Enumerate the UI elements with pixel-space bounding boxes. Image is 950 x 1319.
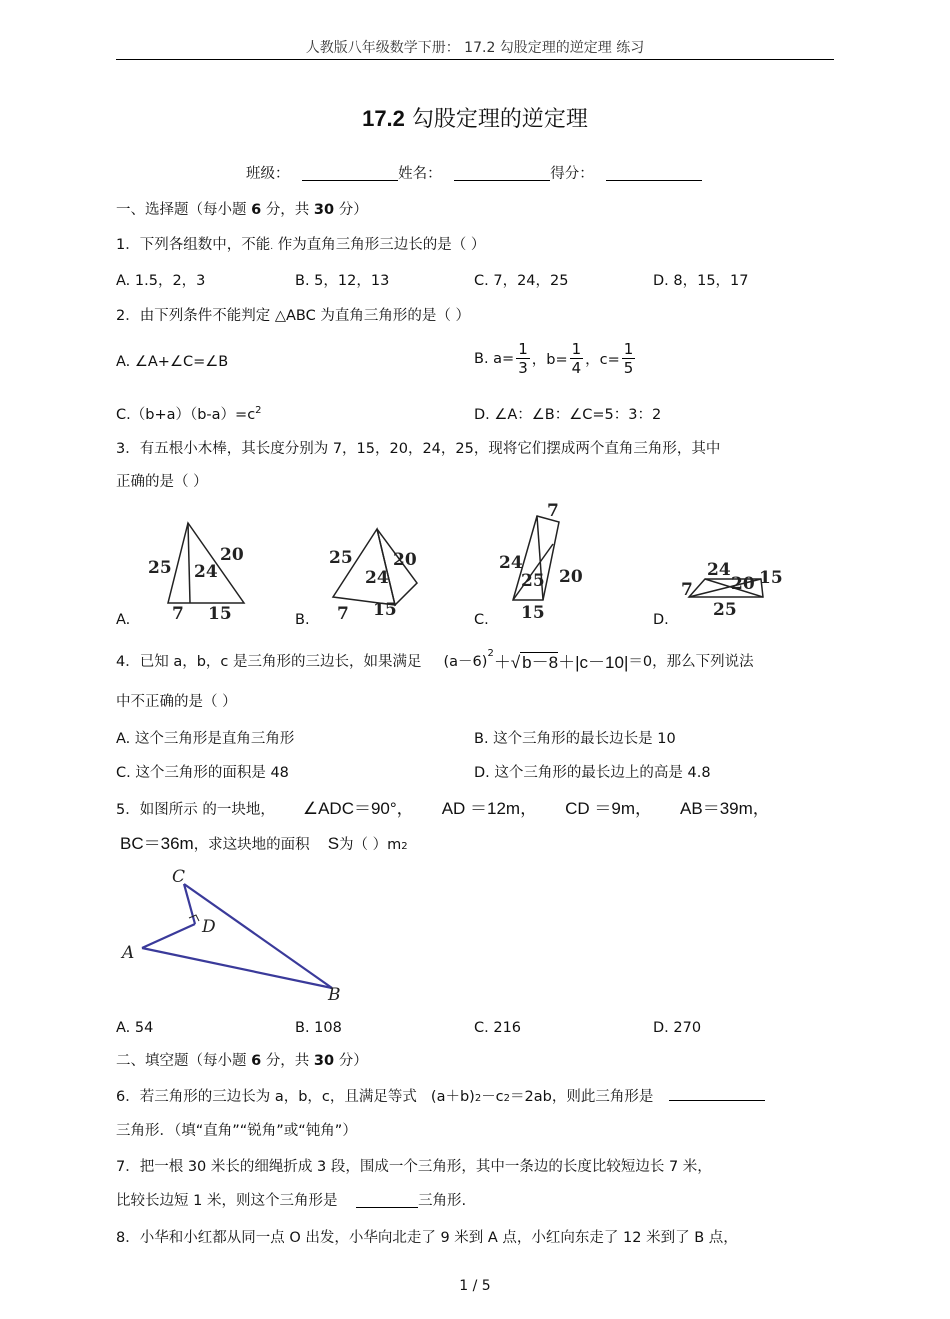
score-label: 得分： bbox=[550, 166, 594, 182]
q3-option-d[interactable]: D. bbox=[653, 612, 669, 628]
q3-option-c[interactable]: C. bbox=[474, 612, 489, 628]
q5-option-c[interactable]: C. 216 bbox=[474, 1020, 522, 1036]
q1-stem: 1．下列各组数中，不能. 作为直角三角形三边长的是（ ） bbox=[116, 237, 486, 253]
fraction-c: $\frac{1}{5}$ bbox=[623, 340, 634, 377]
abs-expression: |c－10| bbox=[575, 653, 629, 672]
q5-stem-line1: 5．如图所示 的一块地， ∠ADC＝90°， AD ＝12m， CD ＝9m， AB＝39m， bbox=[116, 799, 770, 818]
point-a-label: A bbox=[122, 943, 135, 963]
point-d-label: D bbox=[202, 917, 216, 937]
info-line bbox=[246, 162, 702, 183]
figB-label-b2: 15 bbox=[373, 600, 397, 620]
page-header: 人教版八年级数学下册： 17.2 勾股定理的逆定理 练习 bbox=[305, 40, 645, 56]
q5-figure-quadrilateral bbox=[118, 862, 348, 1004]
figA-label-m: 24 bbox=[194, 562, 218, 582]
title-number: 17.2 bbox=[362, 106, 405, 131]
q2-option-c[interactable]: $C.(b+a)(b-a)=c^2$ bbox=[116, 405, 262, 423]
figA-label-b1: 7 bbox=[172, 604, 184, 624]
section1-heading: 一、选择题（每小题 6 分，共 30 分） bbox=[116, 202, 368, 218]
class-label: 班级： bbox=[246, 166, 290, 182]
q5-option-d[interactable]: D. 270 bbox=[653, 1020, 702, 1036]
q2-option-b[interactable]: B. a= $\frac{1}{3}$ ，b= $\frac{1}{4}$ ，c= $\frac{1}{5}$ bbox=[474, 340, 634, 377]
page-number: 1 / 5 bbox=[459, 1278, 491, 1294]
q7-stem-line1: 7．把一根 30 米长的细绳折成 3 段，围成一个三角形，其中一条边的长度比较短边长 7 米， bbox=[116, 1159, 712, 1175]
figC-label-t: 7 bbox=[547, 501, 559, 521]
q4-option-a[interactable]: A. 这个三角形是直角三角形 bbox=[116, 731, 295, 747]
q5-option-b[interactable]: B. 108 bbox=[295, 1020, 342, 1036]
q6-stem: 6．若三角形的三边长为 a，b，c，且满足等式 (a＋b) $_2$ －c $_2$ ＝2ab，则此三角形是 bbox=[116, 1085, 765, 1106]
page-title bbox=[0, 102, 950, 133]
section2-heading: 二、填空题（每小题 6 分，共 30 分） bbox=[116, 1053, 368, 1069]
q3-figure-b bbox=[325, 525, 435, 625]
header-rule bbox=[116, 59, 834, 60]
figC-label-m: 25 bbox=[521, 571, 545, 591]
name-blank[interactable] bbox=[454, 166, 550, 181]
q2-option-a[interactable]: A. ∠A+∠C=∠B bbox=[116, 354, 229, 370]
q4-option-c[interactable]: C. 这个三角形的面积是 48 bbox=[116, 765, 289, 781]
fraction-a: $\frac{1}{3}$ bbox=[518, 340, 528, 377]
q1-option-d[interactable]: D. 8，15，17 bbox=[653, 273, 749, 289]
point-c-label: C bbox=[172, 867, 186, 887]
figC-label-r: 20 bbox=[559, 567, 583, 587]
figB-label-b1: 7 bbox=[337, 604, 349, 624]
q1-option-b[interactable]: B. 5，12，13 bbox=[295, 273, 390, 289]
figB-label-l: 25 bbox=[329, 548, 353, 568]
q4-option-b[interactable]: B. 这个三角形的最长边长是 10 bbox=[474, 731, 676, 747]
figB-label-r: 20 bbox=[393, 550, 417, 570]
q7-stem-line2: 比较长边短 1 米，则这个三角形是 三角形. bbox=[116, 1193, 467, 1209]
q4-option-d[interactable]: D. 这个三角形的最长边上的高是 4.8 bbox=[474, 765, 711, 781]
q3-figure-d bbox=[675, 555, 785, 623]
q6-answer-blank[interactable] bbox=[669, 1086, 765, 1101]
q1-option-a[interactable]: A. 1.5，2，3 bbox=[116, 273, 206, 289]
figD-label-r: 15 bbox=[759, 568, 783, 588]
name-label: 姓名： bbox=[398, 166, 442, 182]
q1-option-c[interactable]: C. 7，24，25 bbox=[474, 273, 569, 289]
q4-stem-line2: 中不正确的是（ ） bbox=[116, 694, 237, 710]
class-blank[interactable] bbox=[302, 166, 398, 181]
sqrt-expression: √ b－8 bbox=[510, 653, 559, 672]
figA-label-l: 25 bbox=[148, 558, 172, 578]
q5-option-a[interactable]: A. 54 bbox=[116, 1020, 154, 1036]
q3-stem-line1: 3．有五根小木棒，其长度分别为 7，15，20，24，25，现将它们摆成两个直角三角形，其中 bbox=[116, 441, 721, 457]
q4-stem: 4．已知 a，b，c 是三角形的三边长，如果满足 (a－6) $^2$ ＋ √ b－8 ＋ |c－10| ＝0，那么下列说法 bbox=[116, 648, 754, 672]
figD-label-t: 24 bbox=[707, 560, 731, 580]
figD-label-b: 25 bbox=[713, 600, 737, 620]
q7-answer-blank[interactable] bbox=[356, 1193, 418, 1208]
figD-label-m: 20 bbox=[731, 574, 755, 594]
q3-stem-line2: 正确的是（ ） bbox=[116, 474, 208, 490]
q8-stem-line1: 8．小华和小红都从同一点 O 出发，小华向北走了 9 米到 A 点，小红向东走了 12 米到了 B 点， bbox=[116, 1230, 738, 1246]
figB-label-m: 24 bbox=[365, 568, 389, 588]
q6-stem-line2: 三角形．（填“直角”“锐角”或“钝角”） bbox=[116, 1123, 357, 1139]
figC-label-b: 15 bbox=[521, 603, 545, 622]
q2-option-d[interactable]: D. ∠A：∠B：∠C=5：3：2 bbox=[474, 407, 662, 423]
title-text: 勾股定理的逆定理 bbox=[404, 107, 588, 132]
figA-label-b2: 15 bbox=[208, 604, 232, 624]
figC-label-l: 24 bbox=[499, 553, 523, 573]
q3-option-b[interactable]: B. bbox=[295, 612, 310, 628]
point-b-label: B bbox=[328, 985, 341, 1004]
q3-figure-a bbox=[140, 515, 250, 625]
q3-figure-c bbox=[495, 500, 595, 622]
figA-label-r: 20 bbox=[220, 545, 244, 565]
q5-stem-line2: BC＝36m ，求这块地的面积 S 为（ ）m $_2$ bbox=[120, 834, 408, 853]
q2-stem: 2．由下列条件不能判定 △ABC 为直角三角形的是（ ） bbox=[116, 308, 470, 324]
q3-option-a[interactable]: A. bbox=[116, 612, 131, 628]
score-blank[interactable] bbox=[606, 166, 702, 181]
fraction-b: $\frac{1}{4}$ bbox=[571, 340, 582, 377]
figD-label-l: 7 bbox=[681, 580, 693, 600]
